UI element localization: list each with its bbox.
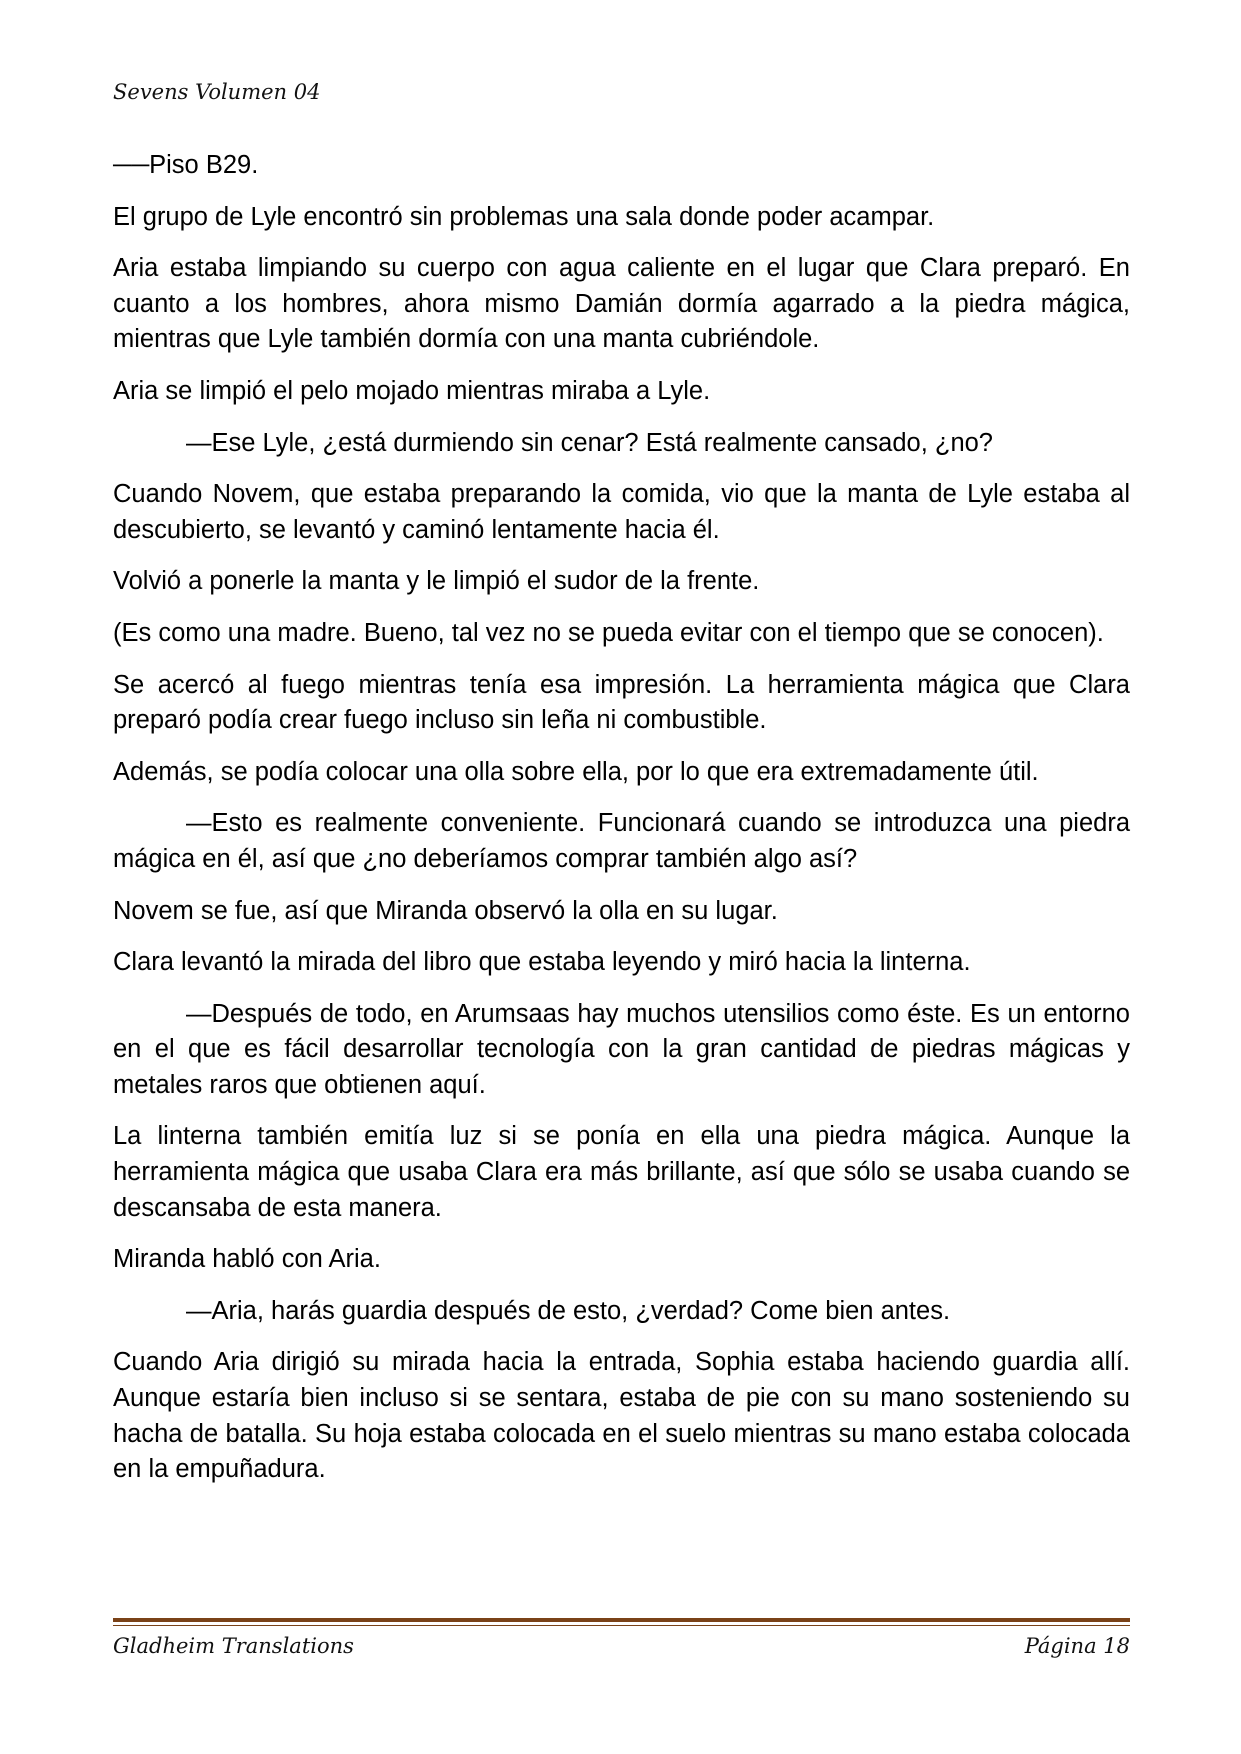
running-header: Sevens Volumen 04 [113, 80, 321, 104]
paragraph: Novem se fue, así que Miranda observó la olla en su lugar. [113, 896, 778, 925]
paragraph: Aria estaba limpiando su cuerpo con agua caliente en el lugar que Clara preparó. En cuanto a los hombres, ahora mismo Damián dormía agarrado a la piedra mágica, mientras que Lyle también dormía con una manta cubriéndole. [113, 254, 1130, 354]
page-body [113, 148, 1130, 1504]
footer-divider-thin [113, 1625, 1130, 1626]
dialog-paragraph: —Ese Lyle, ¿está durmiendo sin cenar? Está realmente cansado, ¿no? [186, 428, 993, 457]
paragraph: Clara levantó la mirada del libro que estaba leyendo y miró hacia la linterna. [113, 948, 971, 977]
footer-divider [113, 1618, 1130, 1622]
paragraph: Cuando Novem, que estaba preparando la comida, vio que la manta de Lyle estaba al descubierto, se levantó y caminó lentamente hacia él. [113, 480, 1130, 544]
paragraph: La linterna también emitía luz si se ponía en ella una piedra mágica. Aunque la herramienta mágica que usaba Clara era más brillante, así que sólo se usaba cuando se descansaba de esta manera. [113, 1122, 1130, 1222]
footer-credit: Gladheim Translations [113, 1634, 354, 1658]
paragraph: Cuando Aria dirigió su mirada hacia la entrada, Sophia estaba haciendo guardia allí. Aunque estaría bien incluso si se sentara, estaba de pie con su mano sosteniendo su hacha de batalla. Su hoja estaba colocada en el suelo mientras su mano estaba colocada en la empuñadura. [113, 1348, 1130, 1484]
dialog-paragraph: —Después de todo, en Arumsaas hay muchos utensilios como éste. Es un entorno en el que es fácil desarrollar tecnología con la gran cantidad de piedras mágicas y metales raros que obtienen aquí. [113, 999, 1130, 1099]
paragraph: El grupo de Lyle encontró sin problemas una sala donde poder acampar. [113, 202, 935, 231]
dialog-paragraph: —Esto es realmente conveniente. Funcionará cuando se introduzca una piedra mágica en él, así que ¿no deberíamos comprar también algo así? [113, 809, 1130, 873]
paragraph: Aria se limpió el pelo mojado mientras miraba a Lyle. [113, 376, 711, 405]
paragraph: Miranda habló con Aria. [113, 1245, 381, 1274]
paragraph: Volvió a ponerle la manta y le limpió el sudor de la frente. [113, 567, 760, 596]
page-number: Página 18 [1024, 1634, 1130, 1658]
paragraph: Además, se podía colocar una olla sobre ella, por lo que era extremadamente útil. [113, 757, 1039, 786]
dialog-paragraph: —Aria, harás guardia después de esto, ¿verdad? Come bien antes. [186, 1296, 951, 1325]
paragraph: Se acercó al fuego mientras tenía esa impresión. La herramienta mágica que Clara preparó podía crear fuego incluso sin leña ni combustible. [113, 670, 1130, 735]
paragraph: (Es como una madre. Bueno, tal vez no se pueda evitar con el tiempo que se conocen). [113, 618, 1104, 647]
paragraph: ──Piso B29. [113, 151, 259, 179]
